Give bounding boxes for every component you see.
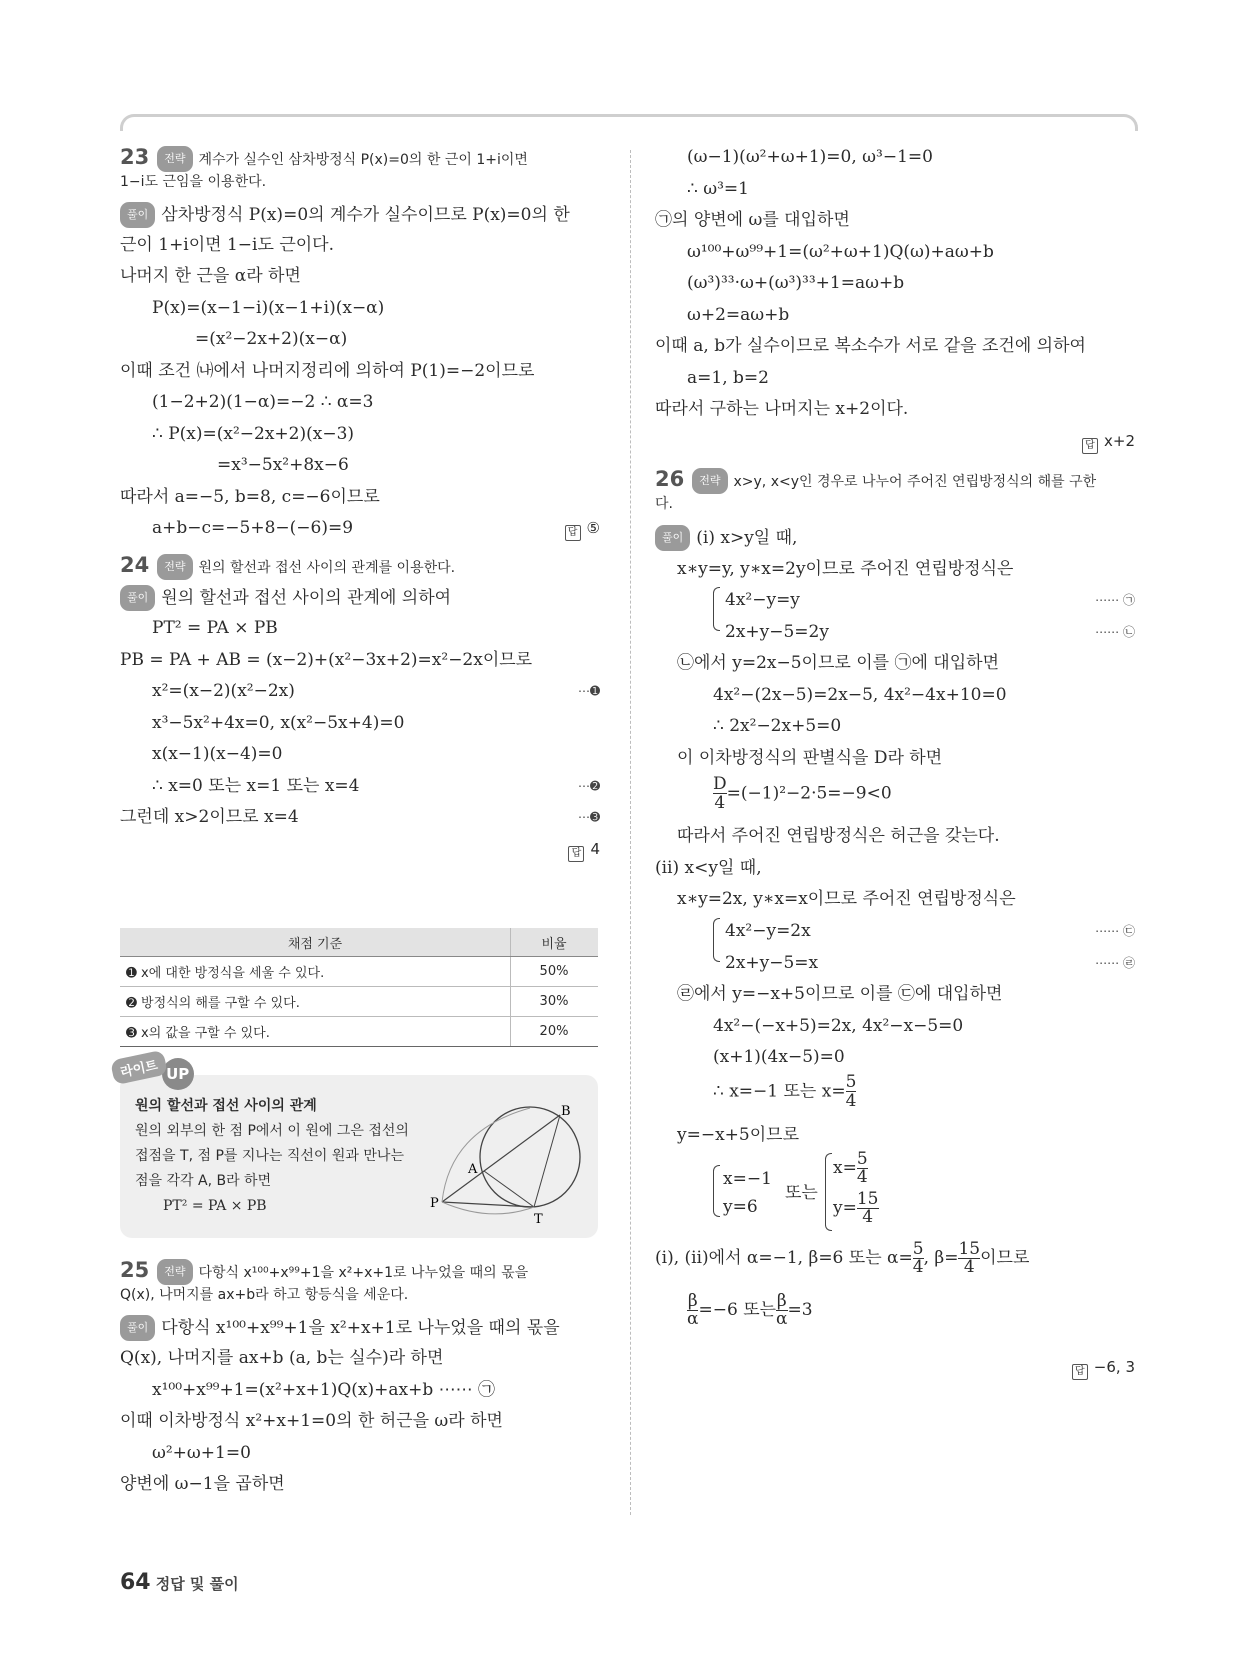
- table-row: ➊ x에 대한 방정식을 세울 수 있다. 50%: [120, 957, 598, 987]
- equation: x²=(x−2)(x²−2x): [152, 681, 295, 701]
- marker: ⋯⋯ ㉢: [1095, 924, 1135, 938]
- marker: ⋯⋯ ㉣: [1095, 956, 1135, 970]
- equation: ∴ P(x)=(x²−2x+2)(x−3): [152, 424, 355, 444]
- footer-title: 정답 및 풀이: [155, 1575, 239, 1593]
- label-B: B: [561, 1105, 571, 1119]
- equation: PT² = PA × PB: [152, 618, 278, 638]
- conjunction: 또는: [785, 1183, 818, 1203]
- top-border: [120, 114, 1138, 131]
- tip-title: 원의 할선과 접선 사이의 관계: [135, 1098, 317, 1114]
- step-marker-1: ⋯➊: [577, 684, 600, 698]
- solution-line: 근이 1+i이면 1−i도 근이다.: [120, 235, 334, 255]
- label-P: P: [430, 1196, 439, 1211]
- solution-line: 풀이 (ⅰ) x>y일 때,: [655, 525, 797, 551]
- step-marker-2: ⋯➋: [577, 779, 600, 793]
- table-header: 비율: [511, 928, 599, 957]
- equation: 그런데 x>2이므로 x=4: [120, 807, 299, 827]
- solution-line: 풀이 원의 할선과 접선 사이의 관계에 의하여: [120, 585, 451, 611]
- chord-BT: [534, 1115, 560, 1207]
- table-row: ➌ x의 값을 구할 수 있다. 20%: [120, 1017, 598, 1047]
- system-y: y= $\frac{15}{4}$: [833, 1189, 879, 1227]
- equation: (1−2+2)(1−α)=−2 ∴ α=3: [152, 392, 374, 412]
- equation: =x³−5x²+8x−6: [217, 455, 349, 475]
- equation: 4x²−(2x−5)=2x−5, 4x²−4x+10=0: [713, 685, 1007, 705]
- label-A: A: [468, 1162, 478, 1177]
- equation: ω+2=aω+b: [687, 305, 790, 325]
- answer-icon: 답: [1082, 438, 1098, 454]
- step-marker-3: ⋯➌: [577, 810, 600, 824]
- fraction-D-over-4: $\frac{D}{4}$ =(−1)²−2·5=−9<0: [713, 774, 892, 813]
- equation: ∴ 2x²−2x+5=0: [713, 716, 842, 736]
- problem-26-header: 26 전략 x>y, x<y인 경우로 나누어 주어진 연립방정식의 해를 구한: [655, 467, 1096, 494]
- equation: (x+1)(4x−5)=0: [713, 1047, 845, 1067]
- solution-line: ㉡에서 y=2x−5이므로 이를 ㉠에 대입하면: [677, 653, 999, 673]
- solution-line: ㉠의 양변에 ω를 대입하면: [655, 210, 850, 230]
- solution-line: x∗y=2x, y∗x=x이므로 주어진 연립방정식은: [677, 889, 1016, 909]
- equation: (ω³)³³·ω+(ω³)³³+1=aω+b: [687, 273, 905, 293]
- equation: 2x+y−5=x: [725, 953, 819, 973]
- equation: ω¹⁰⁰+ω⁹⁹+1=(ω²+ω+1)Q(ω)+aω+b: [687, 242, 994, 262]
- problem-23-header: 23 전략 계수가 실수인 삼차방정식 P(x)=0의 한 근이 1+i이면: [120, 145, 528, 172]
- equation: PB = PA + AB = (x−2)+(x²−3x+2)=x²−2x이므로: [120, 650, 533, 670]
- solution-line: y=−x+5이므로: [677, 1125, 800, 1145]
- solution-line: 따라서 구하는 나머지는 x+2이다.: [655, 399, 909, 419]
- strategy-text: 다.: [655, 496, 673, 512]
- solution-line: 따라서 주어진 연립방정식은 허근을 갖는다.: [677, 826, 1000, 846]
- brace: [713, 1165, 720, 1217]
- solution-line: 따라서 a=−5, b=8, c=−6이므로: [120, 487, 380, 507]
- secant-line: [442, 1115, 560, 1202]
- problem-25-header: 25 전략 다항식 x¹⁰⁰+x⁹⁹+1을 x²+x+1로 나누었을 때의 몫을: [120, 1258, 528, 1285]
- equation: x³−5x²+4x=0, x(x²−5x+4)=0: [152, 713, 405, 733]
- solution-line: x∗y=y, y∗x=2y이므로 주어진 연립방정식은: [677, 559, 1014, 579]
- equation: ∴ x=0 또는 x=1 또는 x=4: [152, 776, 360, 796]
- equation: 2x+y−5=2y: [725, 622, 829, 642]
- answer-icon: 답: [1072, 1364, 1088, 1380]
- solution-line: 이때 a, b가 실수이므로 복소수가 서로 같을 조건에 의하여: [655, 336, 1086, 356]
- tangent-line: [442, 1202, 534, 1207]
- equation: ω²+ω+1=0: [152, 1443, 251, 1463]
- page-footer: [120, 1570, 239, 1595]
- problem-24-header: 24 전략 원의 할선과 접선 사이의 관계를 이용한다.: [120, 553, 455, 580]
- equation: x(x−1)(x−4)=0: [152, 744, 283, 764]
- solution-line: Q(x), 나머지를 ax+b (a, b는 실수)라 하면: [120, 1348, 444, 1368]
- equation: =(x²−2x+2)(x−α): [195, 329, 348, 349]
- equation-x-solutions: ∴ x=−1 또는 x= $\frac{5}{4}$: [713, 1072, 857, 1111]
- solution-line: 이때 조건 ㈏에서 나머지정리에 의하여 P(1)=−2이므로: [120, 361, 535, 381]
- equation: ∴ ω³=1: [687, 179, 749, 199]
- solution-line: 이 이차방정식의 판별식을 D라 하면: [677, 748, 943, 768]
- strategy-text: Q(x), 나머지를 ax+b라 하고 항등식을 세운다.: [120, 1287, 409, 1303]
- solution-alpha-beta: (ⅰ), (ⅱ)에서 α=−1, β=6 또는 α= $\frac{5}{4}$ , β= $\frac{15}{4}$ 이므로: [655, 1239, 1030, 1277]
- circle-tangent-figure: [430, 1105, 595, 1230]
- brace: [825, 1153, 832, 1231]
- answer-25: 답 x+2: [1082, 429, 1135, 454]
- solution-line: 풀이 다항식 x¹⁰⁰+x⁹⁹+1을 x²+x+1로 나누었을 때의 몫을: [120, 1315, 560, 1341]
- grading-table: [120, 928, 598, 1047]
- system-x: x= $\frac{5}{4}$: [833, 1149, 868, 1187]
- table-header: 채점 기준: [120, 928, 511, 957]
- strategy-text: 1−i도 근임을 이용한다.: [120, 174, 267, 190]
- equation: 4x²−y=2x: [725, 921, 811, 941]
- column-divider: [630, 150, 631, 1515]
- label-T: T: [534, 1212, 543, 1227]
- tip-formula: PT² = PA × PB: [163, 1198, 267, 1214]
- table-row: ➋ 방정식의 해를 구할 수 있다. 30%: [120, 987, 598, 1017]
- solution-line: 양변에 ω−1을 곱하면: [120, 1474, 285, 1494]
- equation: (ω−1)(ω²+ω+1)=0, ω³−1=0: [687, 147, 933, 167]
- solution-line: 나머지 한 근을 α라 하면: [120, 266, 301, 286]
- answer-23: 답 ⑤: [565, 516, 600, 541]
- equation: x=−1: [723, 1169, 772, 1189]
- equation: P(x)=(x−1−i)(x−1+i)(x−α): [152, 298, 385, 318]
- marker: ⋯⋯ ㉠: [1095, 593, 1135, 607]
- equation: a+b−c=−5+8−(−6)=9: [152, 518, 354, 538]
- equation: 4x²−y=y: [725, 590, 800, 610]
- arc: [442, 1108, 530, 1202]
- solution-line: (ⅱ) x<y일 때,: [655, 858, 762, 878]
- answer-26: 답 −6, 3: [1072, 1355, 1135, 1380]
- equation: y=6: [723, 1197, 758, 1217]
- answer-icon: 답: [568, 846, 584, 862]
- tip-tag: 라이트 UP: [112, 1055, 194, 1090]
- equation: 4x²−(−x+5)=2x, 4x²−x−5=0: [713, 1016, 964, 1036]
- equation: x¹⁰⁰+x⁹⁹+1=(x²+x+1)Q(x)+ax+b ⋯⋯ ㉠: [152, 1380, 496, 1400]
- solution-line: 이때 이차방정식 x²+x+1=0의 한 허근을 ω라 하면: [120, 1411, 503, 1431]
- brace: [713, 918, 720, 962]
- equation: a=1, b=2: [687, 368, 769, 388]
- arc: [442, 1202, 534, 1214]
- page-number: 64: [120, 1570, 151, 1595]
- tip-text: 원의 할선과 접선 사이의 관계 원의 외부의 한 점 P에서 이 원에 그은 접선의 접점을 T, 점 P를 지나는 직선이 원과 만나는 점을 각각 A, B라 하면 PT² = PA × PB: [135, 1094, 409, 1219]
- answer-icon: 답: [565, 525, 581, 541]
- solution-line: ㉣에서 y=−x+5이므로 이를 ㉢에 대입하면: [677, 984, 1003, 1004]
- marker: ⋯⋯ ㉡: [1095, 625, 1135, 639]
- final-ratio: $\frac{\beta}{\alpha}$ =−6 또는 $\frac{\beta}{\alpha}$ =3: [687, 1291, 813, 1329]
- answer-24: 답 4: [568, 837, 600, 862]
- brace: [713, 587, 720, 631]
- solution-line: 풀이 삼차방정식 P(x)=0의 계수가 실수이므로 P(x)=0의 한: [120, 202, 570, 228]
